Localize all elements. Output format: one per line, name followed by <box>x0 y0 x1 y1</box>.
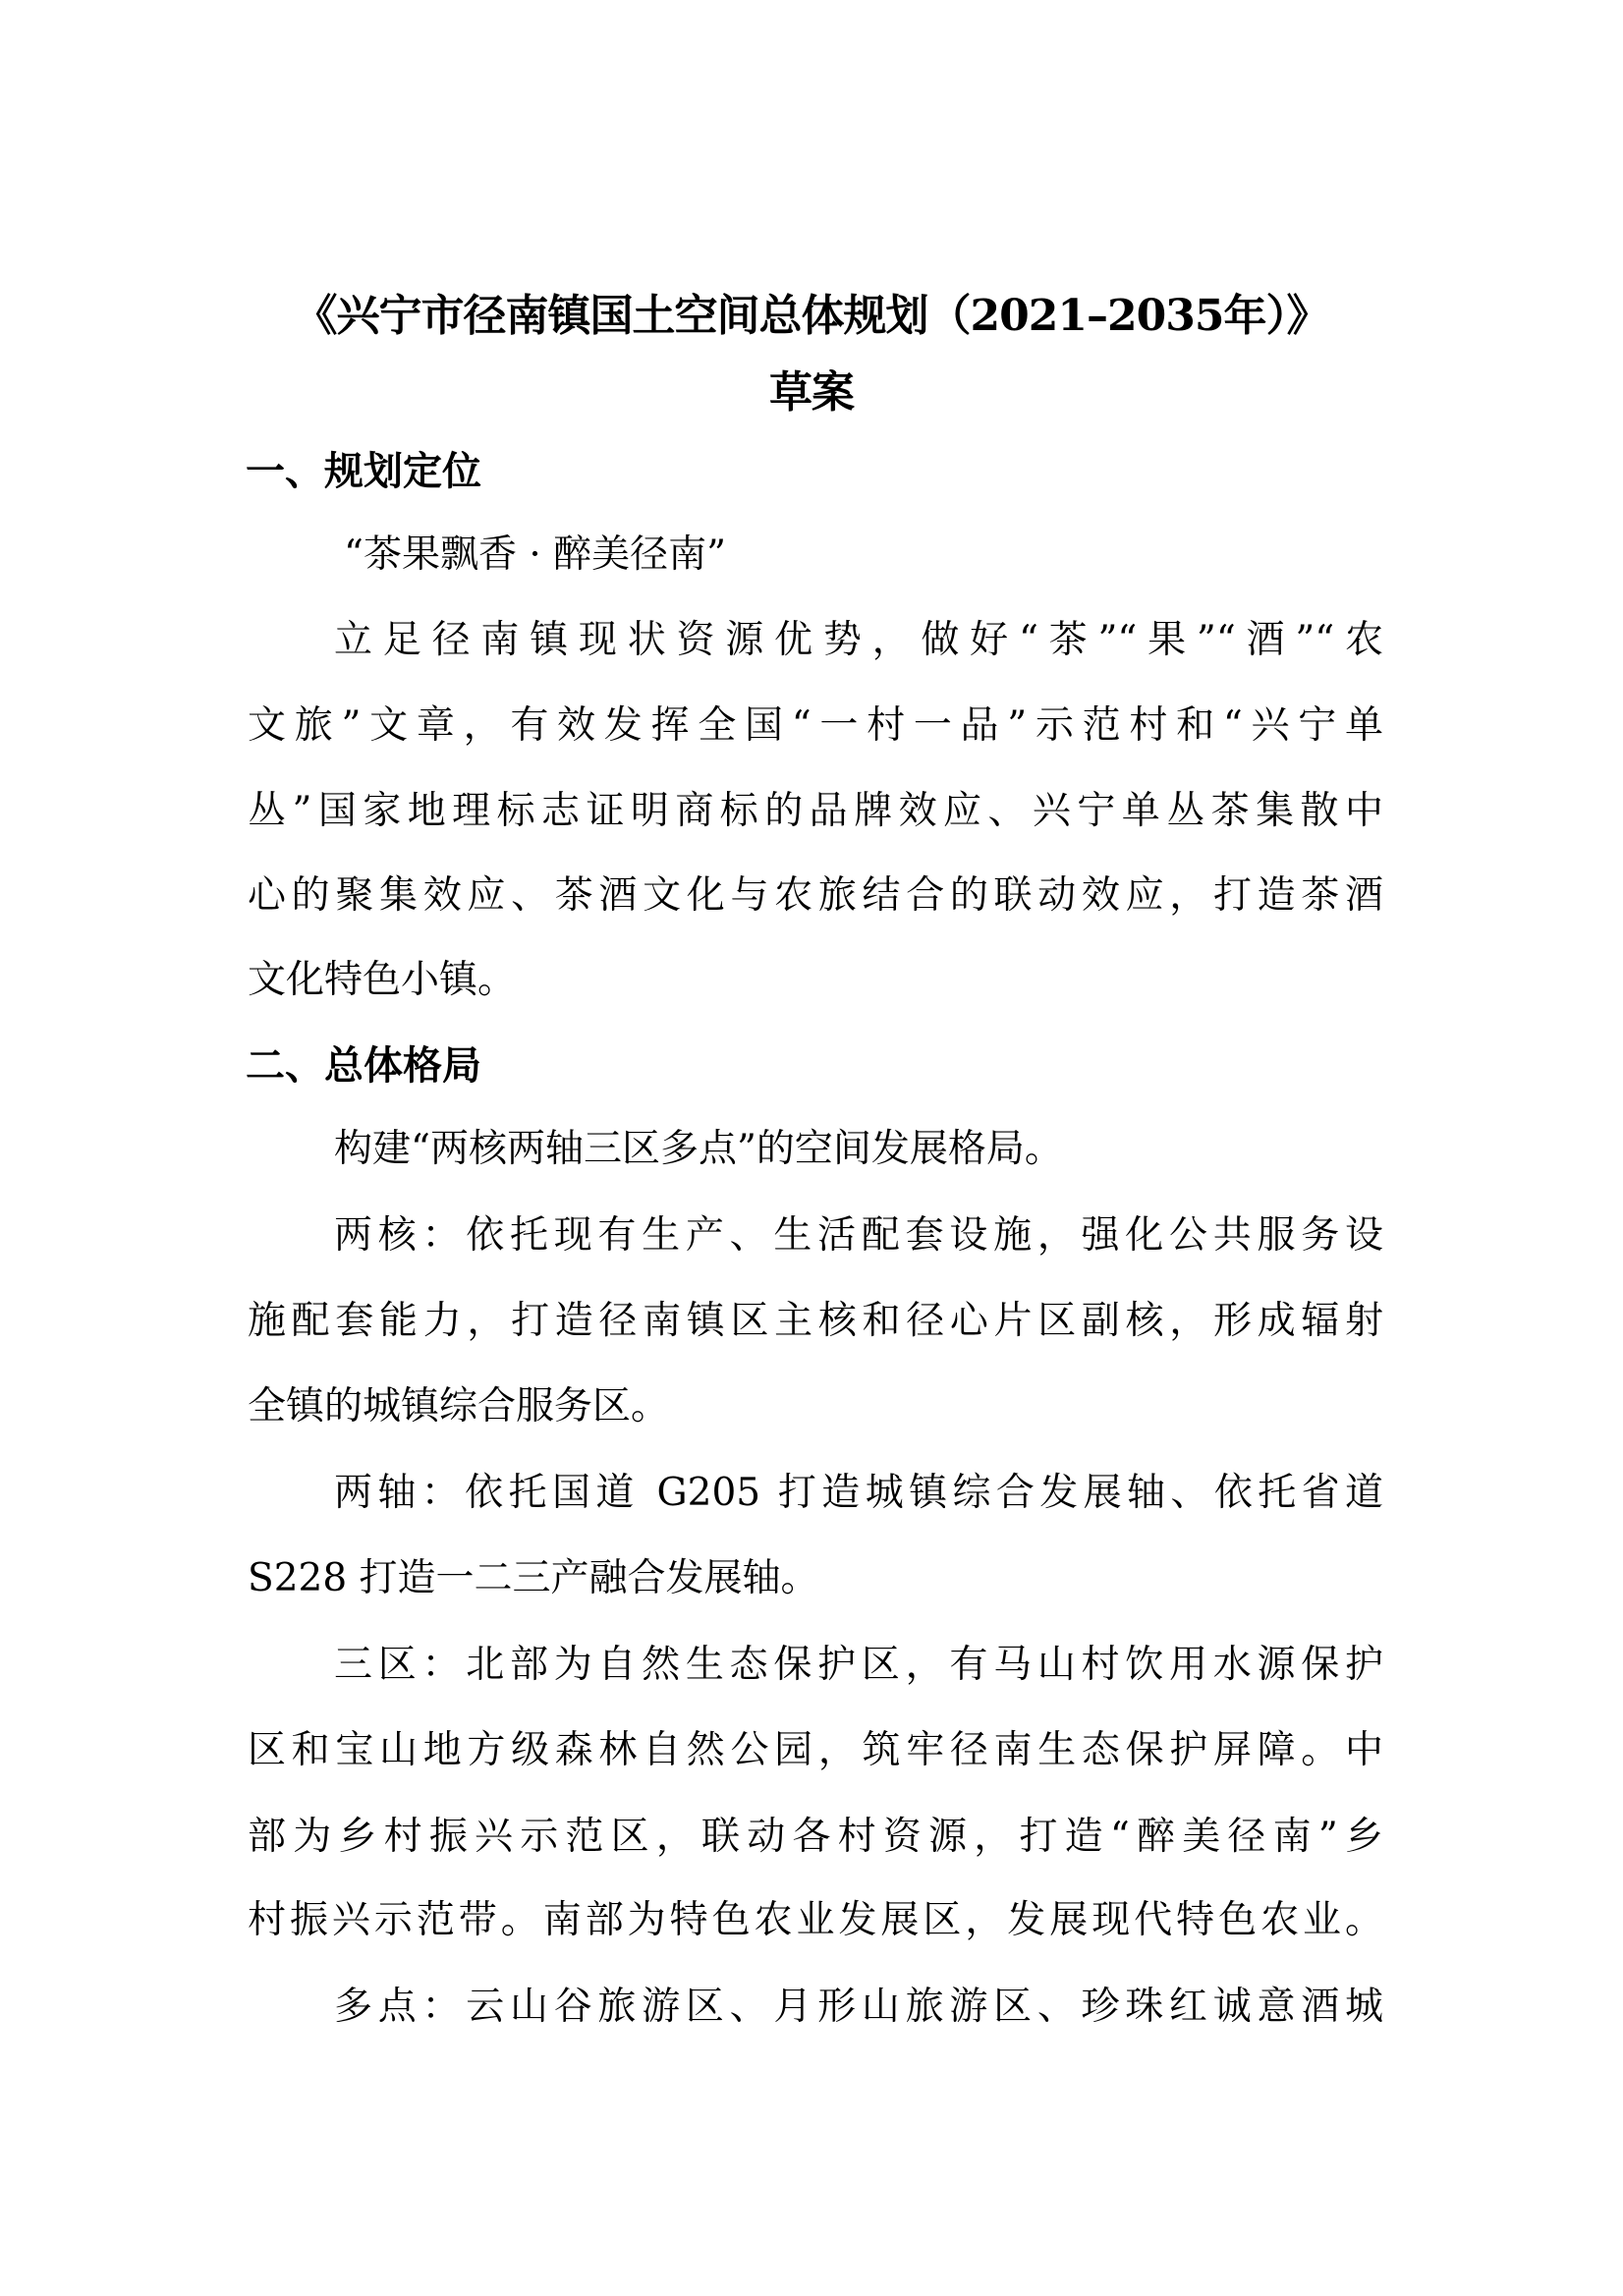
paragraph-line: 区和宝山地方级森林自然公园，筑牢径南生态保护屏障。中 <box>248 1728 1383 1772</box>
paragraph-line: S228 打造一二三产融合发展轴。 <box>248 1556 819 1600</box>
paragraph-line: 多点：云山谷旅游区、月形山旅游区、珍珠红诚意酒城 <box>334 1985 1383 2029</box>
document-subtitle: 草案 <box>769 367 854 418</box>
layout-intro: 构建“两核两轴三区多点”的空间发展格局。 <box>334 1127 1063 1171</box>
paragraph-line: 部为乡村振兴示范区，联动各村资源，打造“醉美径南”乡 <box>248 1815 1383 1859</box>
positioning-tagline: “茶果飘香 · 醉美径南” <box>344 532 727 577</box>
paragraph-line: 施配套能力，打造径南镇区主核和径心片区副核，形成辐射 <box>248 1299 1383 1343</box>
section-heading-layout: 二、总体格局 <box>246 1043 481 1089</box>
paragraph-line: 心的聚集效应、茶酒文化与农旅结合的联动效应，打造茶酒 <box>248 873 1383 918</box>
paragraph-line: 立足径南镇现状资源优势，做好“茶”“果”“酒”“农 <box>334 618 1383 662</box>
paragraph-line: 文化特色小镇。 <box>248 958 517 1002</box>
section-heading-positioning: 一、规划定位 <box>246 449 481 494</box>
paragraph-line: 两轴：依托国道 G205 打造城镇综合发展轴、依托省道 <box>334 1471 1383 1515</box>
paragraph-line: 全镇的城镇综合服务区。 <box>248 1384 670 1428</box>
paragraph-line: 三区：北部为自然生态保护区，有马山村饮用水源保护 <box>334 1643 1383 1687</box>
paragraph-line: 文旅”文章，有效发挥全国“一村一品”示范村和“兴宁单 <box>248 703 1383 748</box>
paragraph-line: 村振兴示范带。南部为特色农业发展区，发展现代特色农业。 <box>248 1898 1383 1942</box>
paragraph-line: 两核：依托现有生产、生活配套设施，强化公共服务设 <box>334 1213 1383 1258</box>
paragraph-line: 丛”国家地理标志证明商标的品牌效应、兴宁单丛茶集散中 <box>248 789 1383 833</box>
document-title: 《兴宁市径南镇国土空间总体规划（2021–2035年）》 <box>294 291 1329 341</box>
